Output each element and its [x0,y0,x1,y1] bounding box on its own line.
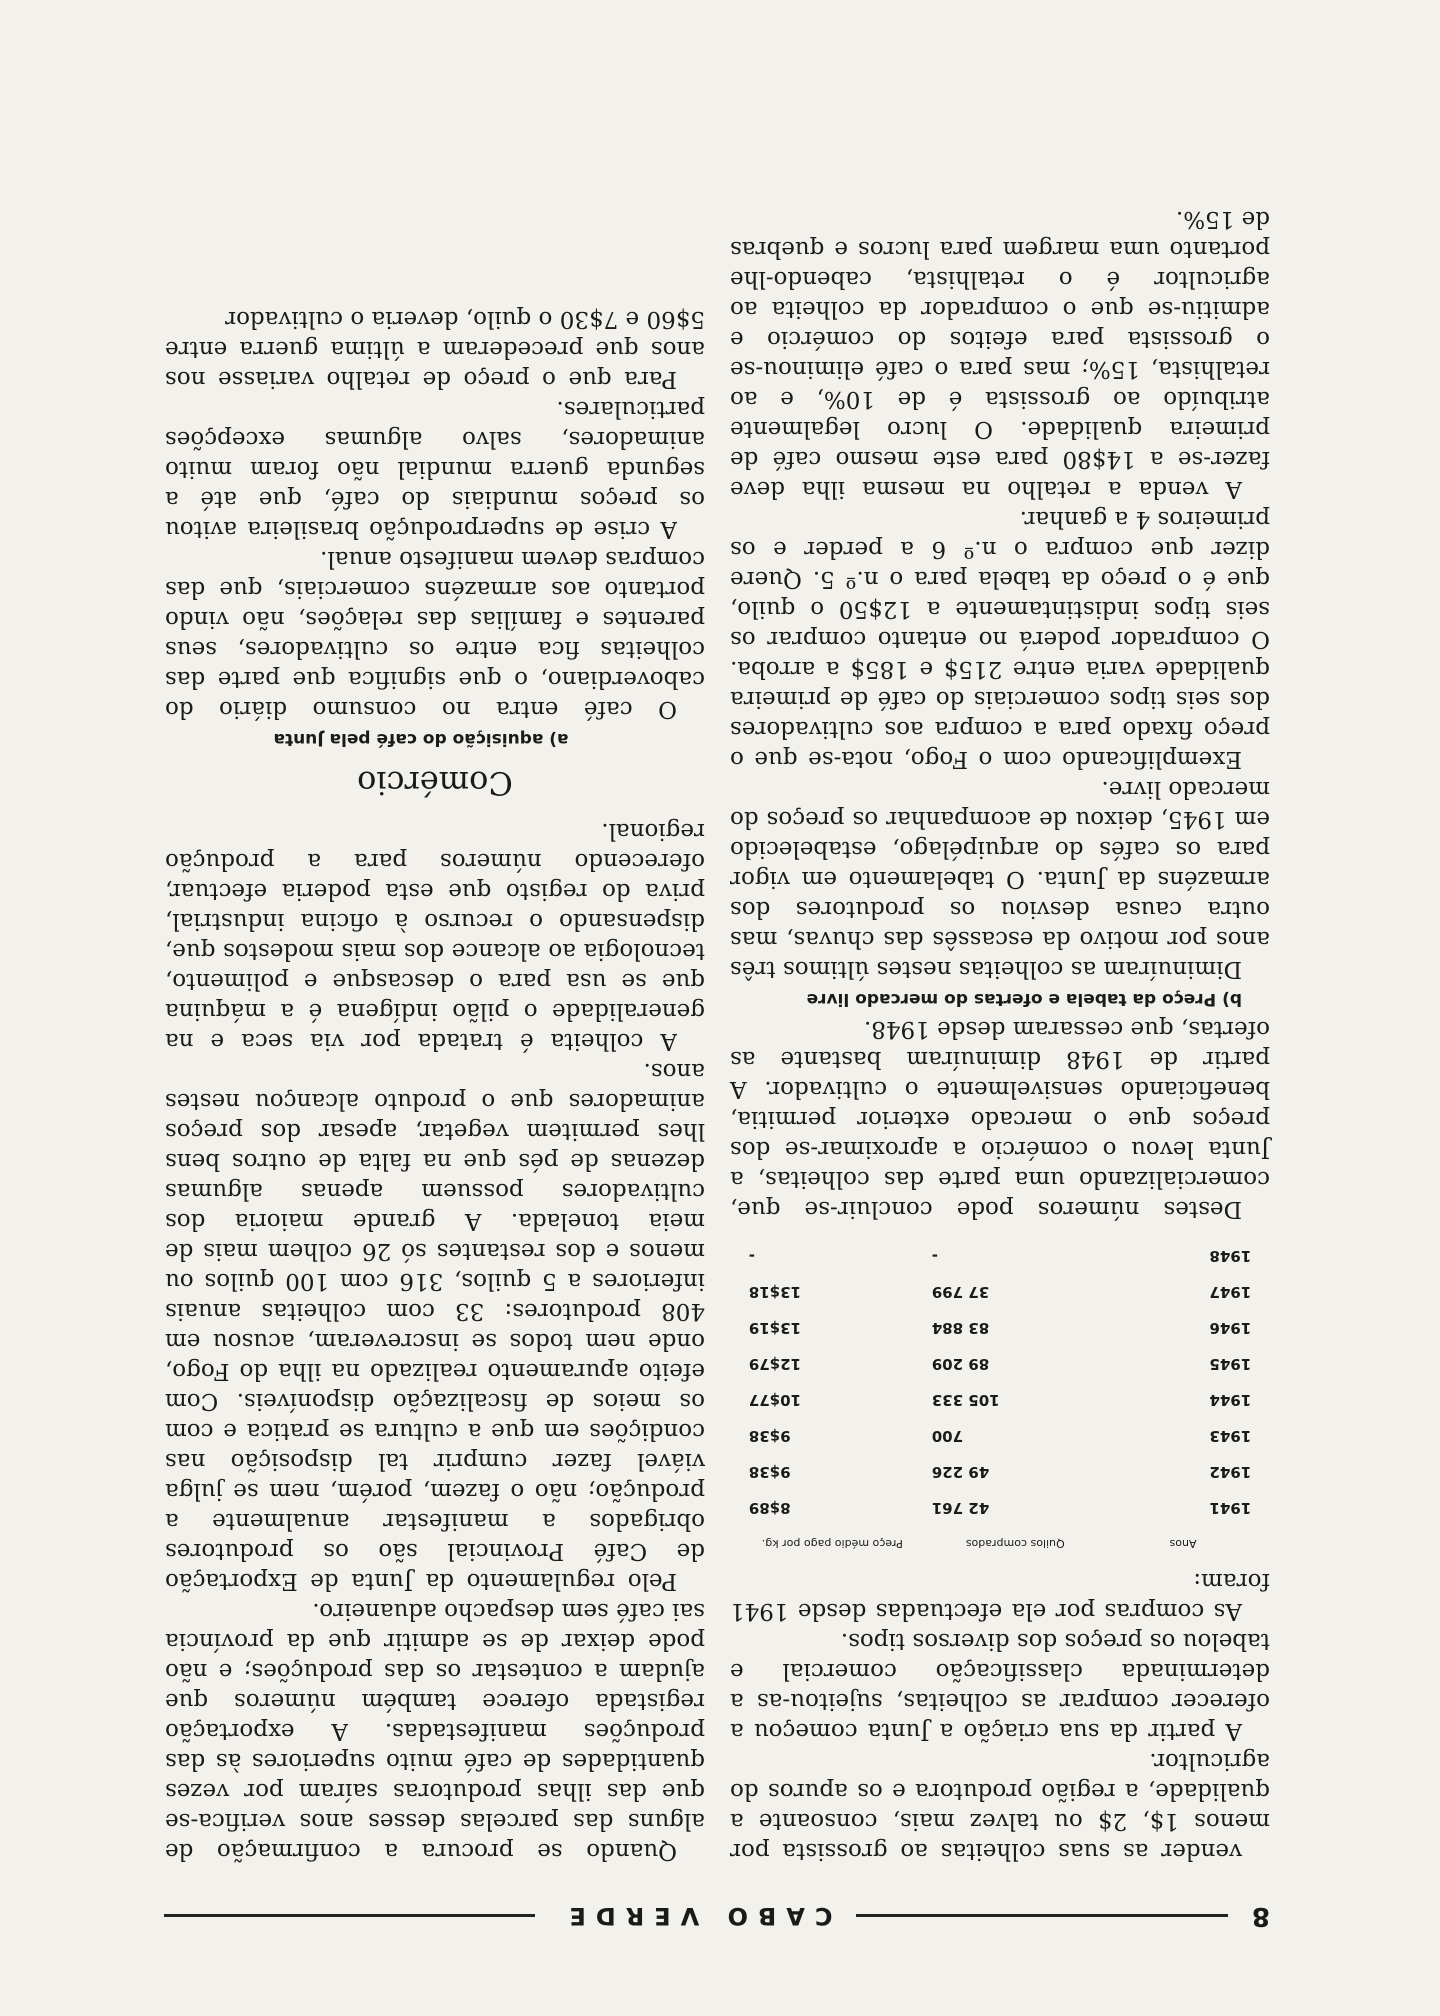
paragraph: Exemplificando com o Fogo, nota-se que o preço fixado para a compra aos cultivadores dos seis tipos comerciais do café de primeira qualidade varia entre 215$ e 185$ a arroba. O comprador poderá no entanto comprar os seis tipos indistintamente a 12$50 o quilo, que é o preço da tabela para o n.º 5. Quere dizer que compra o n.º 6 a perder e os primeiros 4 a ganhar. [730,506,1270,772]
cell-year: 1947 [1209,1283,1252,1301]
cell-kilos: 49 226 [931,1463,990,1481]
cell-year: 1944 [1209,1391,1252,1409]
table-row [741,1382,1259,1418]
cell-price: 13$18 [748,1283,801,1301]
cell-kilos: 105 333 [931,1391,1000,1409]
paragraph: Destes números pode concluir-se que, comercializando uma parte das colheitas, a Junta levou o comércio a aproximar-se dos preços que o mercado exterior permitia, beneficiando sensivelmente o cultivador. A partir de 1948 diminuíram bastante as ofertas, que cessaram desde 1948. [730,1016,1270,1222]
page-header [140,1896,1270,1936]
cell-kilos: 37 799 [931,1283,990,1301]
cell-year: 1942 [1209,1463,1252,1481]
cell-year: 1941 [1209,1499,1252,1517]
cell-year: 1946 [1209,1319,1252,1337]
subsection-heading: a) aquisição do café pela Junta [273,729,569,749]
paragraph: Para que o preço de retalho variasse nos anos que precederam a última guerra entre 5$60 e 7$30 o quilo, deveria o cultivador [165,306,705,392]
purchases-table [741,1238,1259,1560]
table-row [741,1454,1259,1490]
paragraph: vender as suas colheitas ao grossista por menos 1$, 2$ ou talvez mais, consoante a qualidade, a região produtora e os apuros do agricultor. [730,1748,1270,1864]
paragraph: A venda a retalho na mesma ilha deve fazer-se a 14$80 para este mesmo café de primeira qualidade. O lucro legalmente atribuído ao grossista é de 10%, e ao retalhista, 15%; mas para o café eliminou-se o grossista para efeitos do comércio e admitiu-se que o comprador da colheita ao agricultor é o retalhista, cabendo-lhe portanto uma margem para lucros e quebras de 15%. [730,206,1270,502]
right-column [165,304,705,1866]
cell-price: 13$19 [748,1319,801,1337]
table-row [741,1418,1259,1454]
table-row [741,1346,1259,1382]
table-row [741,1310,1259,1346]
section-heading: Comércio [357,764,513,802]
paragraph: Quando se procura a confirmação de alguns das parcelas desses anos verifica-se que das ilhas produtoras saíram por vezes quantidades de café muito superiores às das produções manifestadas. A exportação registada oferece também números que ajudam a contestar os das produções; e não pode deixar de se admitir que da província sai café sem despacho aduaneiro. [165,1598,705,1864]
header-rule-right [164,1915,535,1918]
table-row [741,1238,1259,1274]
cell-kilos: - [931,1247,939,1265]
header-year: Anos [1169,1537,1197,1550]
paragraph: A crise de superprodução brasileira avitou os preços mundiais do café, que até a segunda guerra mundial não foram muito animadores, salvo algumas excepções particulares. [165,396,705,542]
cell-price: 8$89 [748,1499,791,1517]
cell-price: - [748,1247,756,1265]
cell-year: 1943 [1209,1427,1252,1445]
cell-price: 9$38 [748,1427,791,1445]
cell-kilos: 42 761 [931,1499,990,1517]
header-rule-left [856,1915,1227,1918]
cell-price: 10$77 [748,1391,801,1409]
page-number: 8 [1251,1901,1270,1931]
cell-price: 9$38 [748,1463,791,1481]
publication-title: CABO VERDE [559,1902,833,1930]
cell-price: 12$79 [748,1355,801,1373]
cell-year: 1948 [1209,1247,1252,1265]
paragraph: A colheita é tratada por via seca e na generalidade o pilão indígena é a máquina que se usa para o descasque e polimento, tecnologia ao alcance dos mais modestos que, dispensando o recurso à oficina industrial, priva do registo que esta poderia efectuar, oferecendo números para a produção regional. [165,818,705,1054]
left-column [730,204,1270,1866]
paragraph: Pelo regulamento da Junta de Exportação de Café Provincial são os produtores obrigados a manifestar anualmente a produção; não o fazem, porém, nem se julga viável fazer cumprir tal disposição nas condições em que a cultura se pratica e com os meios de fiscalização disponíveis. Com efeito apuramento realizado na ilha do Fogo, onde nem todos se inscreveram, acusou em 408 produtores: 33 com colheitas anuais inferiores a 5 quilos, 316 com 100 quilos ou menos e dos restantes só 26 colhem mais de meia tonelada. A grande maioria dos cultivadores possuem apenas algumas dezenas de pés que na falta de outros bens lhes permitem vegetar, apesar dos preços animadores que o produto alcançou nestes anos. [165,1058,705,1594]
paragraph: As compras por ela efectuadas desde 1941 foram: [730,1568,1270,1624]
paragraph: O café entra no consumo diário do caboverdiano, o que significa que parte das colheitas fica entre os cultivadores, seus parentes e famílias das relações, não vindo portanto aos armazéns comerciais, que das compras devem manifesto anual. [165,546,705,722]
paragraph: Diminuíram as colheitas nestes últimos três anos por motivo da escassês das chuvas, mas outra causa desviou os produtores dos armazéns da Junta. O tabelamento em vigor para os cafés do arquipélago, estabelecido em 1945, deixou de acompanhar os preços do mercado livre. [730,776,1270,982]
table-header-row [741,1526,1259,1560]
cell-kilos: 83 884 [931,1319,990,1337]
header-price: Preço médio pago por kg. [761,1537,903,1550]
table-row [741,1490,1259,1526]
subsection-heading: b) Preço da tabela e ofertas do mercado livre [806,989,1242,1009]
header-kilos: Quilos comprados [965,1537,1065,1550]
cell-kilos: 700 [931,1427,964,1445]
paragraph: A partir da sua criação a Junta começou a oferecer comprar as colheitas, sujeitou-as a determinada classificação comercial e tabelou os preços dos diversos tipos. [730,1628,1270,1744]
cell-year: 1945 [1209,1355,1252,1373]
cell-kilos: 89 209 [931,1355,990,1373]
table-row [741,1274,1259,1310]
